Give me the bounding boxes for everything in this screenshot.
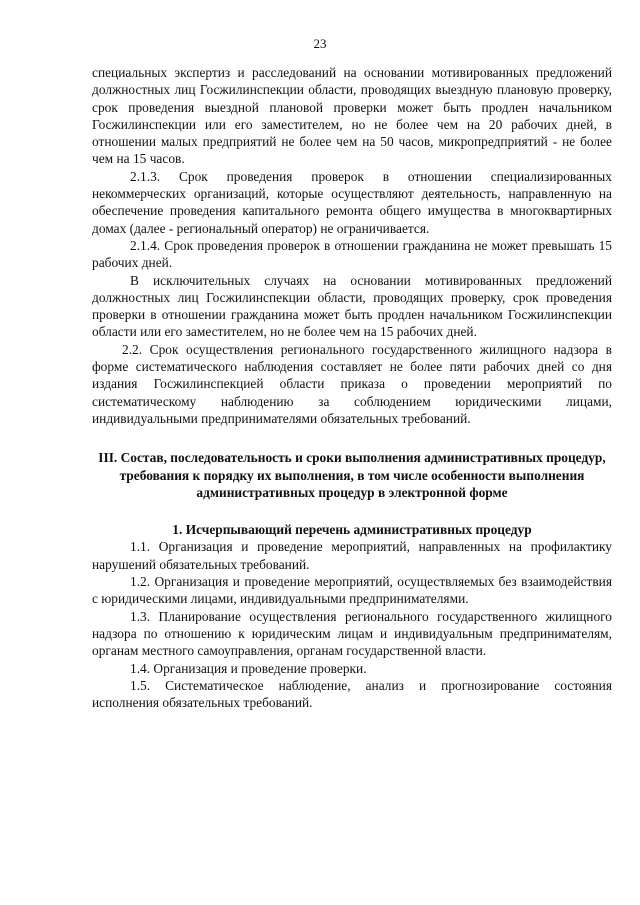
list-item-1-1: 1.1. Организация и проведение мероприятий, направленных на профилактику нарушений обязательных требований. (92, 539, 612, 572)
section-heading: III. Состав, последовательность и сроки выполнения административных процедур, требования к порядку их выполнения, в том числе особенности выполнения административных процедур в электронной форме (98, 450, 606, 500)
sub-heading: 1. Исчерпывающий перечень административных процедур (172, 522, 532, 538)
list-item-1-2: 1.2. Организация и проведение мероприятий, осуществляемых без взаимодействия с юридическими лицами, индивидуальными предпринимателями. (92, 574, 612, 607)
list-item-1-4: 1.4. Организация и проведение проверки. (130, 660, 367, 676)
page-number: 23 (313, 36, 327, 51)
list-item-1-3: 1.3. Планирование осуществления регионального государственного жилищного надзора по отношению к юридическим лицам и индивидуальным предпринимателям, органам местного самоуправления, органам государственной власти. (92, 608, 612, 659)
list-item-1-5: 1.5. Систематическое наблюдение, анализ и прогнозирование состояния исполнения обязательных требований. (92, 677, 612, 711)
paragraph-continuation: специальных экспертиз и расследований на основании мотивированных предложений должностных лиц Госжилинспекции области, проводящих выездную плановую проверку, срок проведения выездной плановой проверки может быть продлен начальником Госжилинспекции или его заместителем, но не более чем на 20 рабочих дней, в отношении малых предприятий не более чем на 50 часов, микропредприятий - не более чем на 15 часов. (92, 65, 612, 167)
paragraph-2-1-3: 2.1.3. Срок проведения проверок в отношении специализированных некоммерческих организаций, которые осуществляют деятельность, направленную на обеспечение проведения капитального ремонта общего имущества в многоквартирных домах (далее - региональный оператор) не ограничивается. (92, 168, 612, 236)
document-body (92, 64, 612, 711)
paragraph-exceptional-cases: В исключительных случаях на основании мотивированных предложений должностных лиц Госжилинспекции области, проводящих проверку, срок проведения проверки в отношении гражданина может быть продлен начальником Госжилинспекции области или его заместителем, но не более чем на 15 рабочих дней. (92, 272, 612, 340)
paragraph-2-1-4: 2.1.4. Срок проведения проверок в отношении гражданина не может превышать 15 рабочих дней. (92, 237, 612, 271)
paragraph-2-2: 2.2. Срок осуществления регионального государственного жилищного надзора в форме систематического наблюдения составляет не более пяти рабочих дней со дня издания Госжилинспекцией области приказа о проведении мероприятий по систематическому наблюдению за соблюдением юридическими лицами, индивидуальными предпринимателями обязательных требований. (92, 341, 612, 426)
